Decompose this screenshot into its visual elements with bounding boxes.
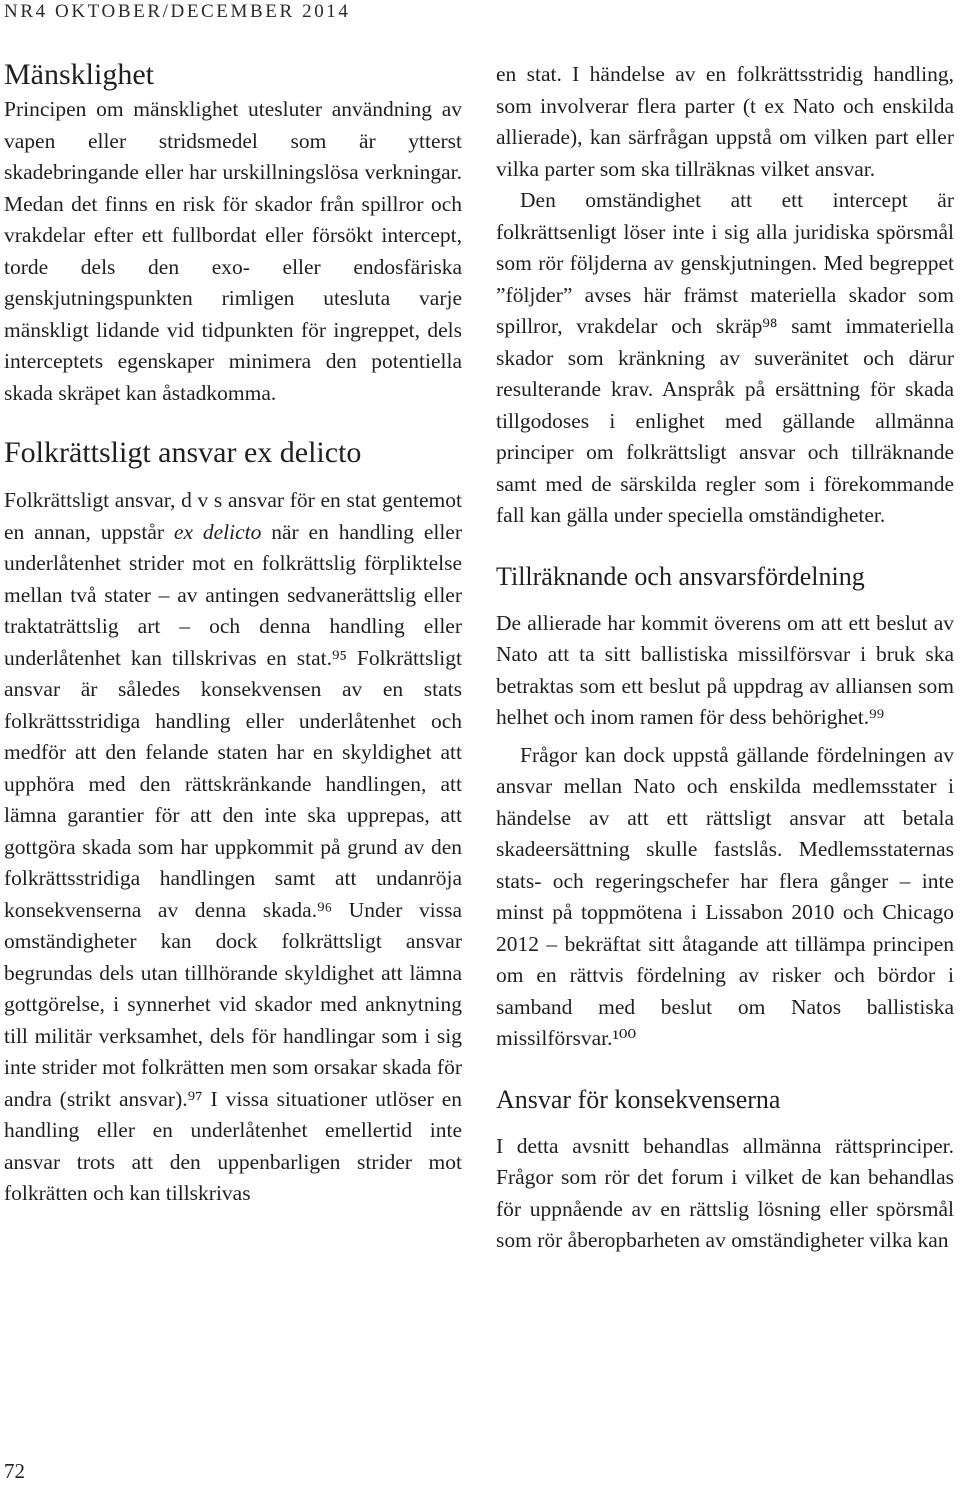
paragraph-allierade: De allierade har kommit överens om att ett beslut av Nato att ta sitt ballistiska missilförsvar i bruk ska betraktas som ett beslut på uppdrag av alliansen som helhet och inom ramen för dess behörighet.⁹⁹ — [496, 610, 954, 729]
page-number: 72 — [4, 1459, 25, 1483]
running-head: NR4 OKTOBER/DECEMBER 2014 — [4, 1, 351, 22]
section-heading-ansvar-konsekvenserna: Ansvar för konsekvenserna — [496, 1084, 781, 1114]
left-column — [4, 56, 462, 1210]
paragraph-continuation: en stat. I händelse av en folkrättsstridig handling, som involverar flera parter (t ex Nato och enskilda allierade), kan särfrågan uppstå om vilken part eller vilka parter som ska tillräknas vilket ansvar. — [496, 62, 954, 181]
right-column — [496, 56, 954, 1257]
section-heading-manisklighet: Mänsklighet — [4, 58, 154, 91]
paragraph-text: när en handling eller underlåtenhet strider mot en folkrättslig förpliktelse mellan två stater – av antingen sedvanerättslig eller traktaträttslig art – och denna handling eller underlåtenhet kan tillskrivas en stat.⁹⁵ Folkrättsligt ansvar är således konsekvensen av en stats folkrättsstridiga handling eller underlåtenhet och medför att den felande staten har en skyldighet att upphöra med den rättskränkande handlingen, att lämna garantier för att den inte ska upprepas, att gottgöra skada som har uppkommit på grund av den folkrättsstridiga handlingen samt att undanröja konsekvenserna av denna skada.⁹⁶ Under vissa omständigheter kan dock folkrättsligt ansvar begrundas dels utan tillhörande skyldighet att lämna gottgörelse, i synnerhet vid skador med anknytning till militär verksamhet, dels för handlingar som i sig inte strider mot folkrätten men som orsakar skada för andra (strikt ansvar).⁹⁷ I vissa situationer utlöser en handling eller en underlåtenhet emellertid inte ansvar trots att den uppenbarligen strider mot folkrätten och kan tillskrivas — [4, 519, 463, 1205]
section-heading-tillraknande: Tillräknande och ansvarsfördelning — [496, 561, 865, 591]
italic-term: ex delicto — [173, 519, 262, 544]
paragraph-manisklighet: Principen om mänsklighet utesluter användning av vapen eller stridsmedel som är ytterst skadebringande eller har urskillningslösa verkningar. Medan det finns en risk för skador från spillror och vrakdelar efter ett fullbordat eller försökt intercept, torde dels den exo- eller endosfäriska genskjutningspunkten rimligen utesluta varje mänskligt lidande vid tidpunkten för ingreppet, dels interceptets egenskaper minimera den potentiella skada skräpet kan åstadkomma. — [4, 97, 462, 405]
paragraph-folkrattsligt-ansvar — [4, 485, 462, 1210]
paragraph-foljder: Den omständighet att ett intercept är folkrättsenligt löser inte i sig alla juridiska spörsmål som rör följderna av genskjutningen. Med begreppet ”följder” avses här främst materiella skador som spillror, vrakdelar och skräp⁹⁸ samt immateriella skador som kränkning av suveränitet och därur resulterande krav. Anspråk på ersättning för skada tillgodoses i enlighet med gällande allmänna principer om folkrättsligt ansvar och tillräknande samt med de särskilda regler som i förekommande fall kan gälla under speciella omständigheter. — [496, 188, 954, 527]
section-heading-folkrattsligt-ansvar: Folkrättsligt ansvar ex delicto — [4, 436, 362, 469]
paragraph-text: Folkrättsligt ansvar, d v s ansvar för en stat gentemot en annan, uppstår — [4, 488, 462, 544]
paragraph-fordelning: Frågor kan dock uppstå gällande fördelningen av ansvar mellan Nato och enskilda medlemsstater i händelse av att ett rättsligt ansvar att betala skadeersättning skulle fastslås. Medlemsstaternas stats- och regeringschefer har flera gånger – inte minst på toppmötena i Lissabon 2010 och Chicago 2012 – bekräftat sitt åtagande att tillämpa principen om en rättvis fördelning av risker och bördor i samband med beslut om Natos ballistiska missilförsvar.¹⁰⁰ — [496, 742, 954, 1050]
paragraph-rattsprinciper: I detta avsnitt behandlas allmänna rättsprinciper. Frågor som rör det forum i vilket de kan behandlas för uppnående av en rättslig lösning eller spörsmål som rör åberopbarheten av omständigheter vilka kan — [496, 1133, 954, 1252]
